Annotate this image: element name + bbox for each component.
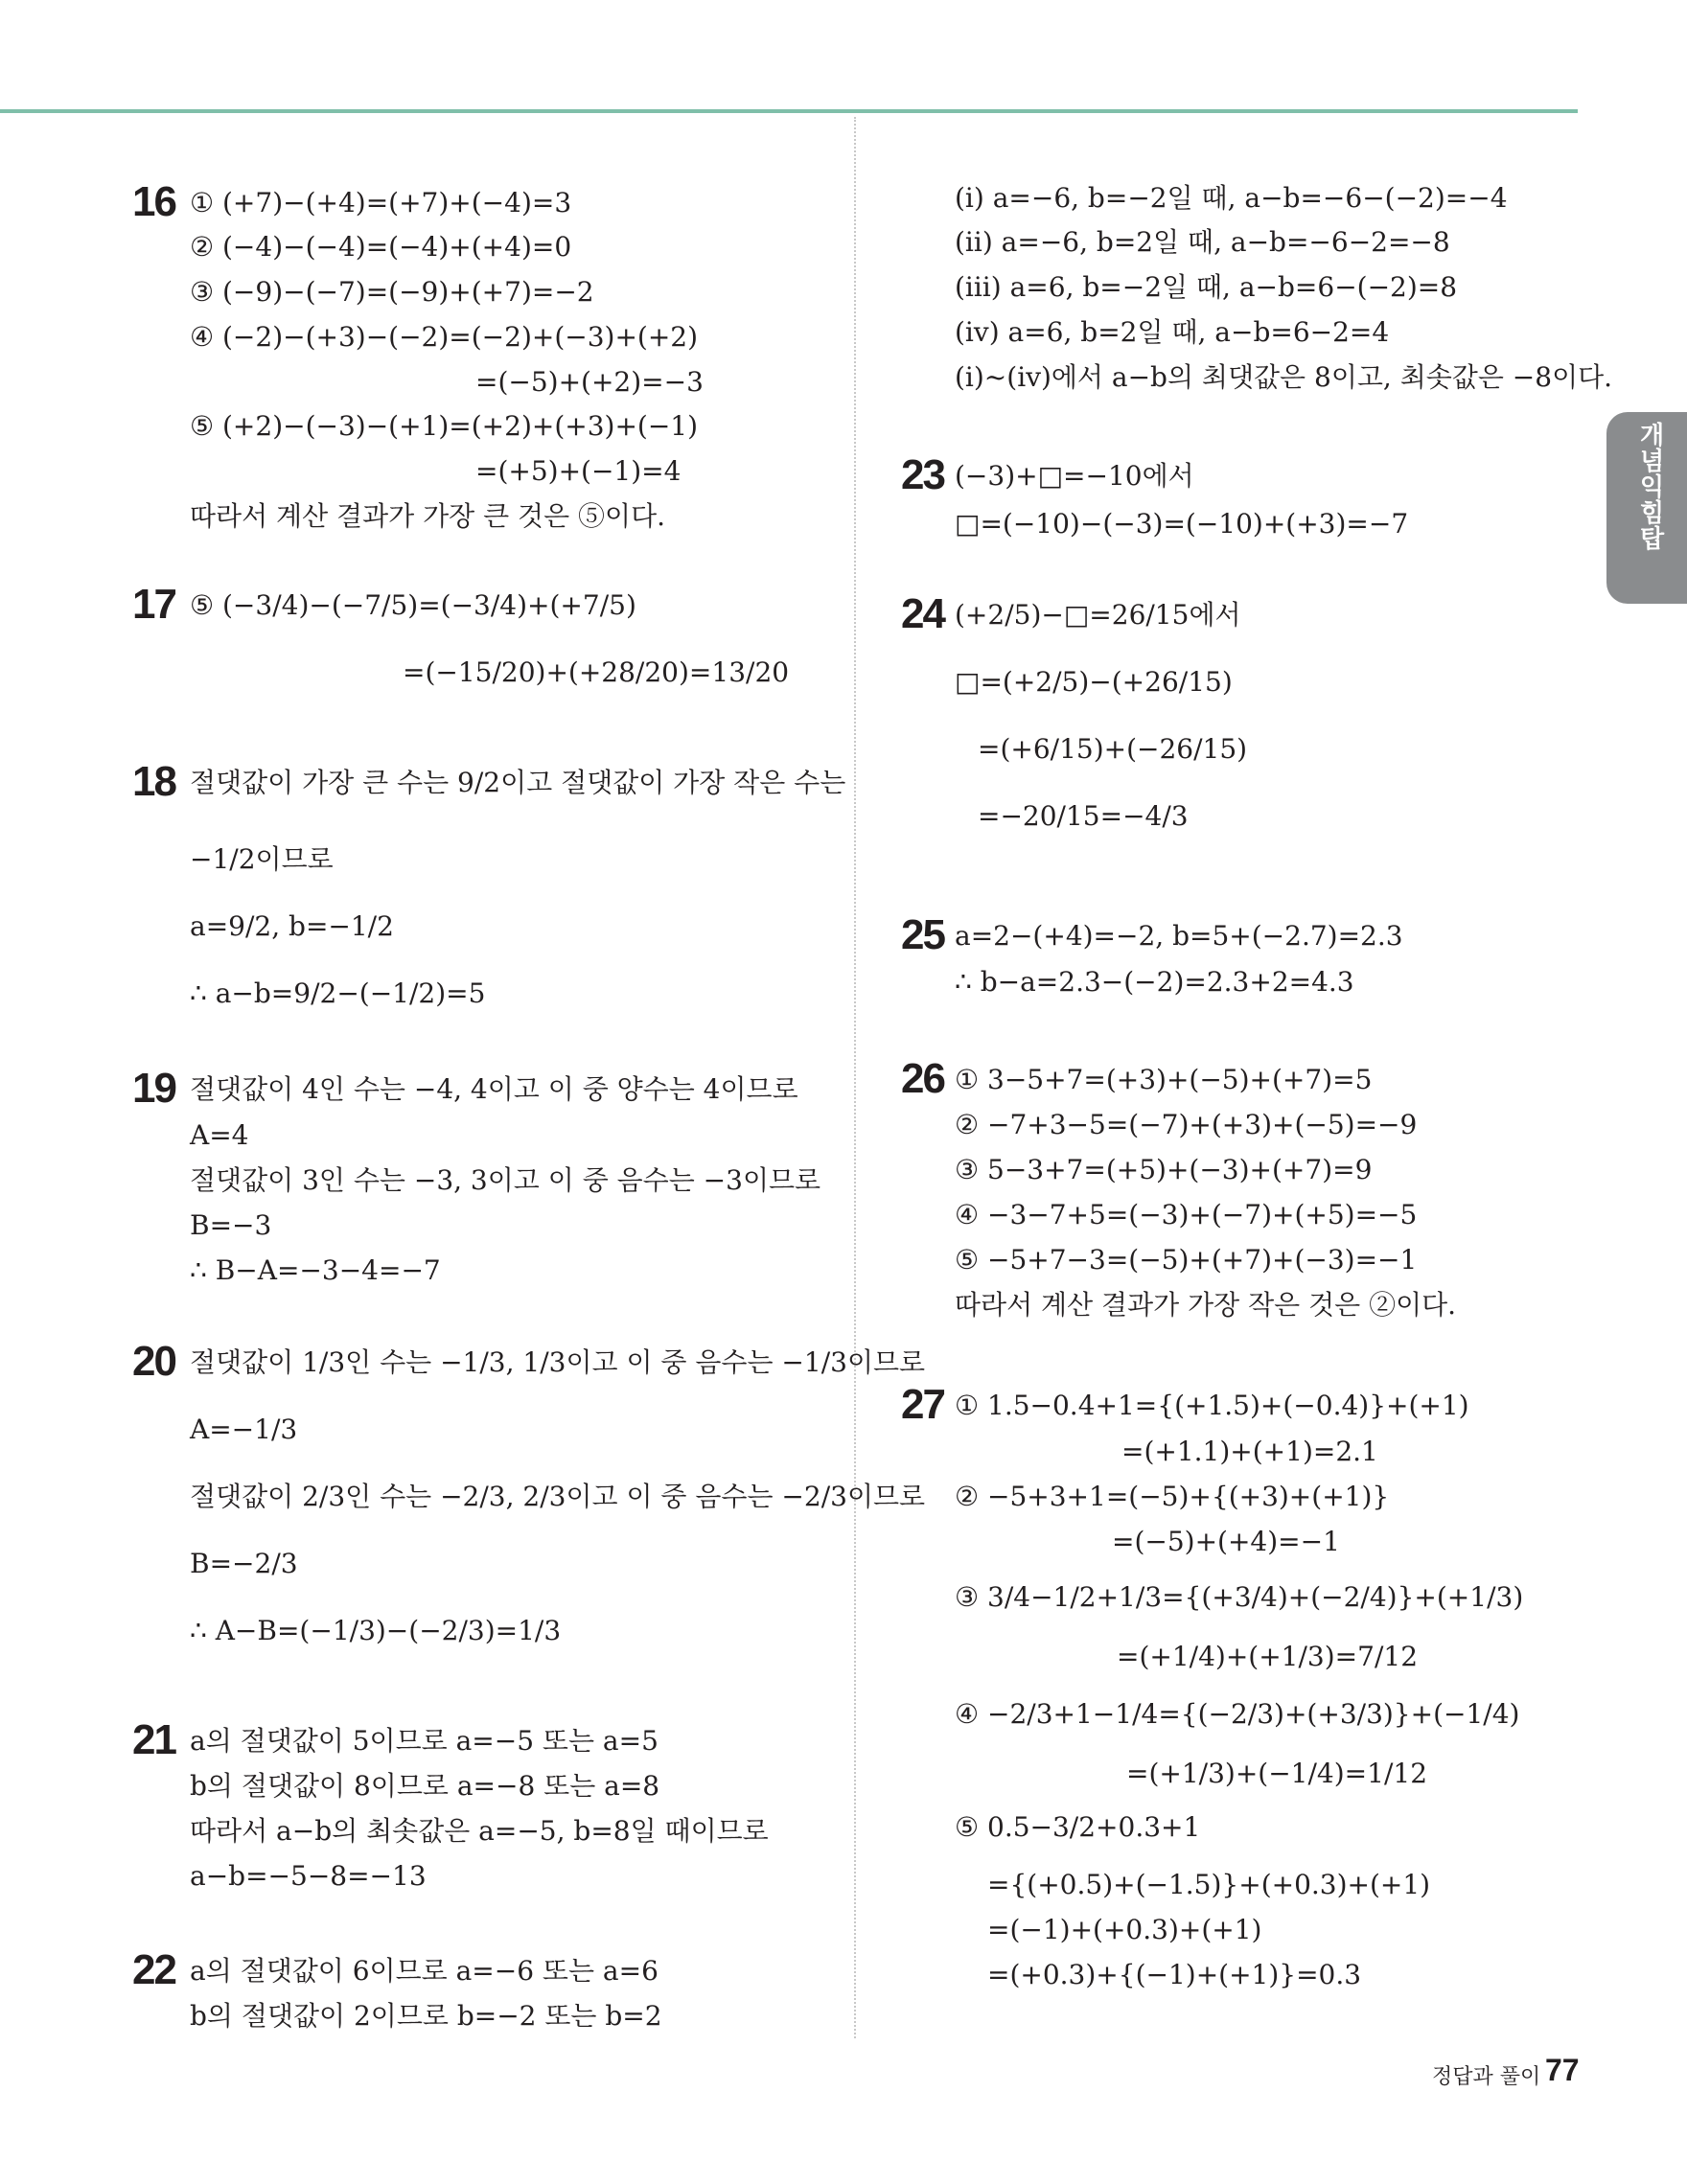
solution-line: =−20/15=−4/3 (978, 800, 1189, 832)
column-divider (854, 117, 856, 2038)
problem-number: 26 (901, 1055, 944, 1102)
solution-line: =(+1/3)+(−1/4)=1/12 (1126, 1758, 1428, 1789)
solution-line: −1/2이므로 (190, 843, 334, 875)
solution-line: =(+1.1)+(+1)=2.1 (1121, 1436, 1378, 1467)
solution-line: ④ (−2)−(+3)−(−2)=(−2)+(−3)+(+2) (190, 321, 699, 353)
solution-line: =(−1)+(+0.3)+(+1) (987, 1914, 1262, 1945)
solution-line: =(+1/4)+(+1/3)=7/12 (1117, 1641, 1419, 1672)
solution-line: ⑤ (+2)−(−3)−(+1)=(+2)+(+3)+(−1) (190, 410, 699, 442)
problem-number: 20 (132, 1338, 175, 1385)
solution-line: ⑤ −5+7−3=(−5)+(+7)+(−3)=−1 (955, 1244, 1418, 1276)
solution-line: B=−3 (190, 1209, 272, 1241)
solution-line: ={(+0.5)+(−1.5)}+(+0.3)+(+1) (987, 1869, 1431, 1900)
top-rule (0, 109, 1578, 113)
solution-line: =(−5)+(+2)=−3 (475, 366, 704, 398)
solution-line: □=(+2/5)−(+26/15) (955, 666, 1233, 698)
problem-number: 23 (901, 451, 944, 498)
solution-line: b의 절댓값이 2이므로 b=−2 또는 b=2 (190, 2000, 662, 2032)
solution-line: (ⅱ) a=−6, b=2일 때, a−b=−6−2=−8 (955, 226, 1450, 258)
solution-line: B=−2/3 (190, 1548, 298, 1579)
solution-line: =(−15/20)+(+28/20)=13/20 (403, 656, 790, 688)
solution-line: 따라서 계산 결과가 가장 큰 것은 ⑤이다. (190, 500, 666, 532)
solution-line: (ⅲ) a=6, b=−2일 때, a−b=6−(−2)=8 (955, 271, 1458, 303)
solution-line: ③ 5−3+7=(+5)+(−3)+(+7)=9 (955, 1154, 1373, 1185)
problem-number: 19 (132, 1065, 175, 1112)
solution-line: a−b=−5−8=−13 (190, 1860, 427, 1892)
side-tab-label: 개념익힘탑 (1635, 422, 1664, 551)
solution-line: ④ −3−7+5=(−3)+(−7)+(+5)=−5 (955, 1199, 1418, 1230)
solution-line: ∴ b−a=2.3−(−2)=2.3+2=4.3 (955, 966, 1354, 998)
solution-line: A=4 (190, 1119, 249, 1151)
solution-line: =(+6/15)+(−26/15) (978, 733, 1248, 765)
solution-line: a=9/2, b=−1/2 (190, 910, 394, 942)
problem-number: 17 (132, 581, 175, 628)
solution-line: ① (+7)−(+4)=(+7)+(−4)=3 (190, 187, 572, 218)
solution-line: ∴ a−b=9/2−(−1/2)=5 (190, 977, 486, 1009)
solution-line: ② −5+3+1=(−5)+{(+3)+(+1)} (955, 1481, 1390, 1512)
solution-line: ④ −2/3+1−1/4={(−2/3)+(+3/3)}+(−1/4) (955, 1698, 1520, 1730)
solution-line: 절댓값이 3인 수는 −3, 3이고 이 중 음수는 −3이므로 (190, 1164, 821, 1196)
solution-line: =(+0.3)+{(−1)+(+1)}=0.3 (987, 1959, 1362, 1990)
solution-line: a=2−(+4)=−2, b=5+(−2.7)=2.3 (955, 920, 1403, 952)
footer-label: 정답과 풀이 (1432, 2065, 1541, 2089)
solution-line: 절댓값이 2/3인 수는 −2/3, 2/3이고 이 중 음수는 −2/3이므로 (190, 1481, 926, 1512)
problem-number: 25 (901, 911, 944, 958)
solution-line: 따라서 계산 결과가 가장 작은 것은 ②이다. (955, 1289, 1457, 1321)
solution-line: =(+5)+(−1)=4 (475, 455, 682, 487)
problem-number: 22 (132, 1946, 175, 1993)
page-number: 77 (1545, 2053, 1580, 2087)
solution-line: □=(−10)−(−3)=(−10)+(+3)=−7 (955, 508, 1409, 540)
problem-number: 21 (132, 1716, 175, 1763)
solution-line: 따라서 a−b의 최솟값은 a=−5, b=8일 때이므로 (190, 1815, 769, 1847)
problem-number: 24 (901, 590, 944, 637)
solution-line: (+2/5)−□=26/15에서 (955, 599, 1241, 631)
solution-line: (ⅰ) a=−6, b=−2일 때, a−b=−6−(−2)=−4 (955, 182, 1508, 214)
solution-line: ② (−4)−(−4)=(−4)+(+4)=0 (190, 231, 572, 263)
solution-line: =(−5)+(+4)=−1 (1112, 1526, 1340, 1557)
solution-line: ③ 3/4−1/2+1/3={(+3/4)+(−2/4)}+(+1/3) (955, 1581, 1524, 1613)
solution-line: ① 3−5+7=(+3)+(−5)+(+7)=5 (955, 1064, 1373, 1095)
solution-line: ③ (−9)−(−7)=(−9)+(+7)=−2 (190, 276, 594, 308)
solution-line: ② −7+3−5=(−7)+(+3)+(−5)=−9 (955, 1109, 1418, 1140)
problem-number: 16 (132, 178, 175, 225)
solution-line: ① 1.5−0.4+1={(+1.5)+(−0.4)}+(+1) (955, 1390, 1469, 1421)
solution-line: 절댓값이 4인 수는 −4, 4이고 이 중 양수는 4이므로 (190, 1073, 798, 1105)
solution-line: 절댓값이 1/3인 수는 −1/3, 1/3이고 이 중 음수는 −1/3이므로 (190, 1346, 926, 1378)
solution-line: ∴ B−A=−3−4=−7 (190, 1254, 441, 1286)
solution-line: (ⅳ) a=6, b=2일 때, a−b=6−2=4 (955, 316, 1390, 348)
solution-line: A=−1/3 (190, 1414, 298, 1445)
solution-line: (ⅰ)~(ⅳ)에서 a−b의 최댓값은 8이고, 최솟값은 −8이다. (955, 361, 1613, 393)
solution-line: ⑤ (−3/4)−(−7/5)=(−3/4)+(+7/5) (190, 589, 636, 621)
problem-number: 18 (132, 758, 175, 805)
solution-line: (−3)+□=−10에서 (955, 460, 1194, 492)
solution-line: b의 절댓값이 8이므로 a=−8 또는 a=8 (190, 1770, 660, 1802)
solution-line: a의 절댓값이 6이므로 a=−6 또는 a=6 (190, 1955, 659, 1987)
solution-line: ⑤ 0.5−3/2+0.3+1 (955, 1811, 1201, 1843)
problem-number: 27 (901, 1381, 944, 1428)
solution-line: 절댓값이 가장 큰 수는 9/2이고 절댓값이 가장 작은 수는 (190, 767, 846, 798)
solution-line: a의 절댓값이 5이므로 a=−5 또는 a=5 (190, 1725, 659, 1757)
solution-line: ∴ A−B=(−1/3)−(−2/3)=1/3 (190, 1615, 562, 1646)
